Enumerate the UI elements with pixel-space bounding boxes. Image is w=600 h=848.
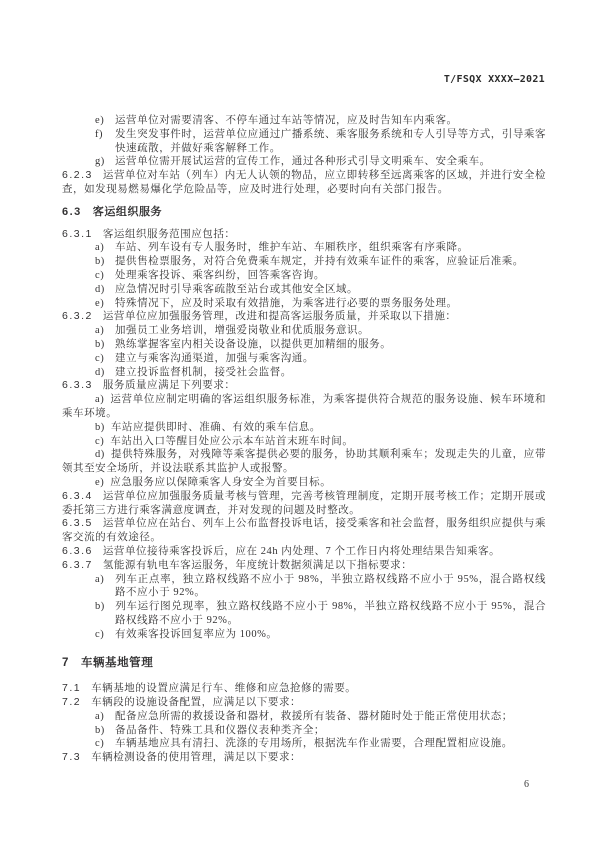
paragraph-text: 氢能源有轨电车客运服务，年度统计数据须满足以下指标要求： [102, 559, 413, 571]
list-item-letter: e) [95, 297, 105, 309]
paragraph-text: 运营单位应加强服务质量考核与管理，完善考核管理制度，定期开展考核工作；定期开展或委托第三方进行乘客满意度调查，并对发现的问题及时整改。 [62, 490, 546, 516]
list-item-letter: c) [95, 435, 105, 447]
paragraph [62, 710, 546, 724]
paragraph [62, 255, 546, 269]
paragraph-text: 特殊情况下，应及时采取有效措施，为乘客进行必要的票务服务处理。 [115, 297, 458, 309]
paragraph [62, 545, 546, 559]
paragraph [62, 476, 546, 490]
clause-number: 6.3.6 [62, 544, 93, 557]
list-item-letter: b) [95, 256, 105, 268]
paragraph-text: 备品备件、特殊工具和仪器仪表种类齐全； [115, 724, 325, 736]
list-item-letter: a) [95, 573, 105, 585]
list-item-letter: e) [95, 476, 105, 488]
paragraph-text: 列车运行图兑现率，独立路权线路不应小于 98%，半独立路权线路不应小于 95%，混合路权线路不应小于 92%。 [115, 601, 546, 626]
paragraph [62, 628, 546, 642]
standard-number-header: T/FSQX XXXX—2021 [443, 74, 545, 85]
paragraph [62, 421, 546, 435]
list-item-letter: c) [95, 628, 105, 640]
paragraph-text: 车辆基地的设置应满足行车、维修和应急抢修的需要。 [91, 683, 357, 695]
paragraph [62, 724, 546, 738]
paragraph-text: 车站应提供即时、准确、有效的乘车信息。 [110, 421, 321, 433]
paragraph-text: 加强员工业务培训，增强爱岗敬业和优质服务意识。 [115, 325, 370, 337]
paragraph [62, 573, 546, 601]
page-number: 6 [524, 779, 529, 790]
list-item-letter: a) [95, 325, 105, 337]
paragraph-text: 应急情况时引导乘客疏散至站台或其他安全区域。 [115, 283, 359, 295]
paragraph [62, 751, 546, 765]
paragraph-text: 运营单位应在站台、列车上公布监督投诉电话，接受乘客和社会监督，服务组织应提供与乘客交流的有效途径。 [62, 518, 546, 544]
paragraph-text: 建立与乘客沟通渠道，加强与乘客沟通。 [115, 352, 314, 364]
paragraph-text: 提供售检票服务，对符合免费乘车规定，并持有效乘车证件的乘客，应验证后准乘。 [115, 256, 524, 268]
clause-number: 7 [62, 657, 69, 670]
list-item-letter: d) [95, 449, 105, 461]
paragraph-text: 发生突发事件时，运营单位应通过广播系统、乘客服务系统和专人引导等方式，引导乘客快速疏散，并做好乘客解释工作。 [115, 128, 546, 154]
paragraph-text: 运营单位需开展试运营的宣传工作，通过各种形式引导文明乘车、安全乘车。 [115, 156, 491, 168]
document-content [62, 114, 546, 765]
clause-number: 7.3 [62, 751, 82, 764]
paragraph-text: 运营单位应制定明确的客运组织服务标准，为乘客提供符合规范的服务设施、候车环境和乘车环境。 [62, 394, 546, 419]
paragraph-text: 应急服务应以保障乘客人身安全为首要目标。 [110, 476, 332, 488]
paragraph-text: 运营单位接待乘客投诉后，应在 24h 内处理、7 个工作日内将处理结果告知乘客。 [102, 545, 501, 557]
list-item-letter: d) [95, 283, 105, 295]
paragraph-text: 车站、列车设有专人服务时，维护车站、车厢秩序，组织乘客有序乘降。 [115, 242, 469, 254]
paragraph-text: 有效乘客投诉回复率应为 100%。 [115, 628, 278, 640]
list-item-letter: b) [95, 421, 105, 433]
paragraph-text: 处理乘客投诉、乘客纠纷，回答乘客咨询。 [115, 269, 325, 281]
paragraph-text: 配备应急所需的救援设备和器材，救援所有装备、器材随时处于能正常使用状态； [115, 710, 513, 722]
list-item-letter: c) [95, 738, 105, 750]
paragraph [62, 696, 546, 710]
paragraph [62, 435, 546, 449]
paragraph [62, 600, 546, 628]
paragraph [62, 393, 546, 421]
clause-number: 6.2.3 [62, 169, 93, 182]
paragraph [62, 737, 546, 751]
paragraph-text: 车辆检测设备的使用管理，满足以下要求： [91, 752, 302, 764]
paragraph-text: 提供特殊服务，对残障等乘客提供必要的服务，协助其顺利乘车；发现走失的儿童，应带领其至安全场所，并设法联系其监护人或报警。 [62, 449, 546, 475]
paragraph [62, 241, 546, 255]
clause-number: 7.1 [62, 682, 82, 695]
section-heading [62, 657, 546, 671]
list-item-letter: b) [95, 724, 105, 736]
paragraph [62, 448, 546, 476]
clause-number: 6.3.5 [62, 517, 93, 530]
paragraph-text: 客运组织服务范围应包括： [102, 228, 236, 240]
paragraph-text: 运营单位对需要清客、不停车通过车站等情况，应及时告知车内乘客。 [115, 115, 458, 126]
paragraph [62, 169, 546, 197]
clause-number: 6.3.4 [62, 489, 93, 502]
paragraph-text: 运营单位对车站（列车）内无人认领的物品，应立即转移至远离乘客的区域，并进行安全检查，如发现易燃易爆化学危险品等，应及时进行处理，必要时向有关部门报告。 [62, 170, 546, 195]
clause-number: 7.2 [62, 696, 82, 709]
paragraph-text: 服务质量应满足下列要求： [102, 380, 236, 392]
paragraph [62, 283, 546, 297]
section-heading [62, 206, 546, 220]
clause-number: 6.3.3 [62, 379, 93, 392]
list-item-letter: b) [95, 601, 105, 613]
paragraph-text: 车站出入口等醒目处应公示本车站首末班车时间。 [110, 435, 354, 447]
list-item-letter: a) [95, 242, 105, 254]
paragraph-text: 客运组织服务 [92, 205, 163, 218]
list-item-letter: a) [95, 710, 105, 722]
list-item-letter: c) [95, 352, 105, 364]
paragraph-text: 车辆基地管理 [80, 657, 154, 670]
paragraph [62, 379, 546, 393]
paragraph [62, 682, 546, 696]
paragraph-text: 车辆段的设施设备配置，应满足以下要求： [91, 697, 302, 709]
list-item-letter: c) [95, 269, 105, 281]
list-item-letter: b) [95, 338, 105, 350]
paragraph [62, 490, 546, 518]
paragraph-text: 熟练掌握客室内相关设备设施，以提供更加精细的服务。 [115, 338, 392, 350]
paragraph [62, 114, 546, 128]
paragraph-text: 列车正点率，独立路权线路不应小于 98%，半独立路权线路不应小于 95%，混合路权线路不应小于 92%。 [115, 573, 546, 599]
paragraph [62, 352, 546, 366]
clause-number: 6.3.7 [62, 558, 93, 571]
paragraph [62, 228, 546, 242]
list-item-letter: e) [95, 115, 105, 126]
paragraph [62, 338, 546, 352]
paragraph [62, 310, 546, 324]
list-item-letter: d) [95, 366, 105, 378]
clause-number: 6.3.2 [62, 310, 93, 323]
paragraph [62, 324, 546, 338]
paragraph-text: 运营单位应加强服务管理，改进和提高客运服务质量，并采取以下措施： [102, 311, 457, 323]
paragraph [62, 155, 546, 169]
paragraph [62, 366, 546, 380]
list-item-letter: g) [95, 156, 105, 168]
list-item-letter: a) [95, 394, 105, 406]
clause-number: 6.3.1 [62, 227, 93, 240]
paragraph-text: 建立投诉监督机制，接受社会监督。 [115, 366, 292, 378]
paragraph [62, 559, 546, 573]
paragraph [62, 517, 546, 545]
paragraph [62, 128, 546, 156]
list-item-letter: f) [95, 128, 104, 140]
paragraph-text: 车辆基地应具有清扫、洗涤的专用场所，根据洗车作业需要，合理配置相应设施。 [115, 738, 513, 750]
paragraph [62, 297, 546, 311]
paragraph [62, 269, 546, 283]
clause-number: 6.3 [62, 205, 82, 218]
